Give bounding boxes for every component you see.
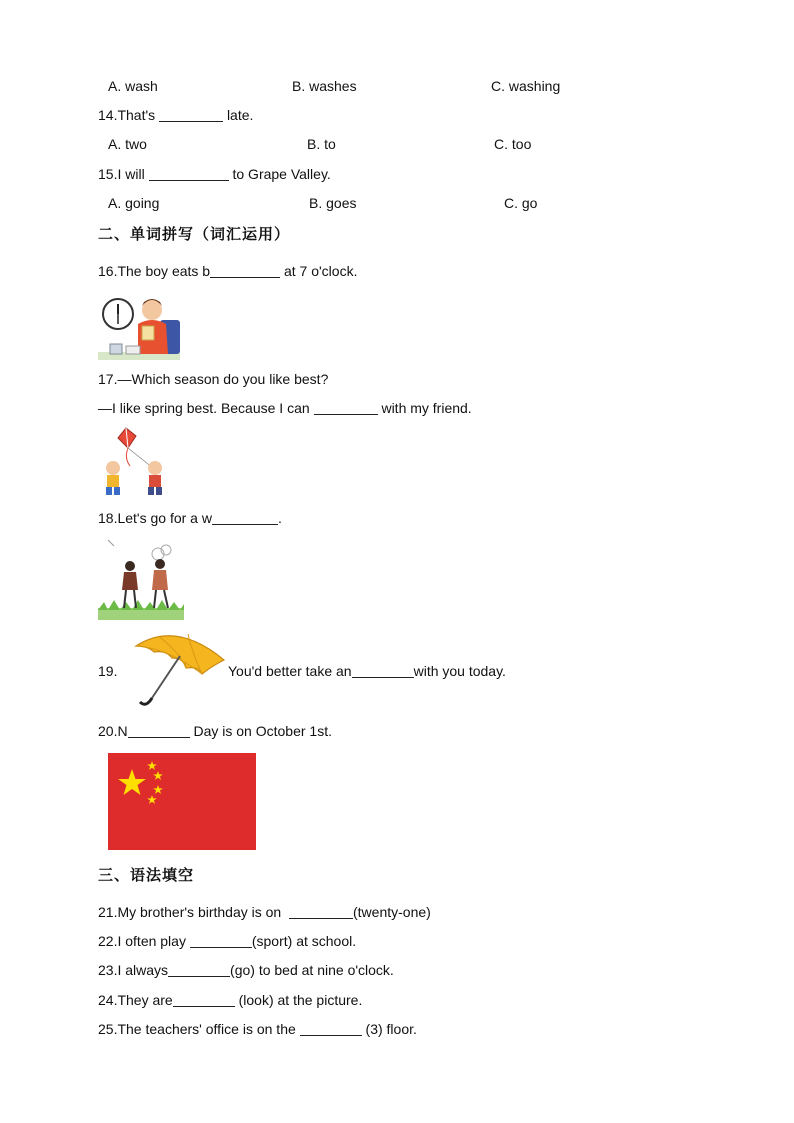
q18-number: 18. [98,510,118,526]
q20-text-post: Day is on October 1st. [193,723,332,739]
q23-blank[interactable] [168,962,230,977]
q14-question [98,107,253,123]
q16-text-pre: The boy eats b [117,263,211,279]
q15-option-a: A. going [108,195,160,211]
q19-number: 19. [98,663,118,679]
q15-text-pre: I will [117,166,145,182]
q24-text-pre: They are [117,992,173,1008]
q23-question [98,962,394,978]
q17-text-line1: —Which season do you like best? [117,371,329,387]
q16-blank[interactable] [210,263,280,278]
q17-blank[interactable] [314,400,378,415]
q24-blank[interactable] [173,992,235,1007]
q15-question [98,166,331,182]
q13-option-b: B. washes [292,78,357,94]
q24-question [98,992,362,1008]
q20-number: 20. [98,723,118,739]
q18-text-post: . [277,510,282,526]
q25-text-post: (3) floor. [365,1021,417,1037]
q25-text-pre: The teachers' office is on the [117,1021,296,1037]
q14-option-c: C. too [494,136,532,152]
section-heading-grammar: 三、语法填空 [98,866,195,884]
q21-text-post: (twenty-one) [353,904,431,920]
q17-number: 17. [98,371,118,387]
q17-text-post: with my friend. [381,400,472,416]
q16-number: 16. [98,263,118,279]
q20-blank[interactable] [128,723,190,738]
breakfast-illustration [98,296,180,360]
q22-text-post: (sport) at school. [251,933,357,949]
china-flag-icon [108,753,256,850]
q15-option-b: B. goes [309,195,357,211]
q15-number: 15. [98,166,118,182]
q20-text-pre: N [117,723,128,739]
q21-blank[interactable] [289,904,353,919]
q20-question [98,723,332,739]
section-heading-spelling: 二、单词拼写（词汇运用） [98,225,291,243]
q24-text-post: (look) at the picture. [238,992,363,1008]
q23-number: 23. [98,962,118,978]
q23-text-pre: I always [117,962,169,978]
q14-option-b: B. to [307,136,336,152]
q19-text-post: with you today. [413,663,506,679]
q18-blank[interactable] [212,510,278,525]
q22-question [98,933,356,949]
q14-text-post: late. [226,107,254,123]
q25-number: 25. [98,1021,118,1037]
walk-illustration [98,538,184,620]
q15-option-c: C. go [504,195,538,211]
q13-option-c: C. washing [491,78,561,94]
q14-blank[interactable] [159,107,223,122]
q21-text-pre: My brother's birthday is on [117,904,282,920]
q14-number: 14. [98,107,118,123]
q16-question [98,263,357,279]
q15-blank[interactable] [149,166,229,181]
q16-text-post: at 7 o'clock. [283,263,358,279]
q15-text-post: to Grape Valley. [232,166,331,182]
q14-option-a: A. two [108,136,147,152]
q19-blank[interactable] [352,663,414,678]
q14-text-pre: That's [117,107,156,123]
q25-blank[interactable] [300,1021,362,1036]
q22-number: 22. [98,933,118,949]
q18-question [98,510,282,526]
q17-question-line1 [98,371,328,387]
q18-text-pre: Let's go for a w [117,510,212,526]
umbrella-illustration [128,626,230,710]
q19-text-pre: You'd better take an [228,663,352,679]
fly-kite-illustration [98,426,172,498]
q22-text-pre: I often play [117,933,186,949]
q21-number: 21. [98,904,118,920]
q21-question [98,904,431,920]
q19-question [228,663,506,679]
q22-blank[interactable] [190,933,252,948]
q17-question-line2 [98,400,472,416]
q23-text-post: (go) to bed at nine o'clock. [230,962,394,978]
q25-question [98,1021,417,1037]
q17-text-pre: —I like spring best. Because I can [98,400,310,416]
q24-number: 24. [98,992,118,1008]
q13-option-a: A. wash [108,78,158,94]
